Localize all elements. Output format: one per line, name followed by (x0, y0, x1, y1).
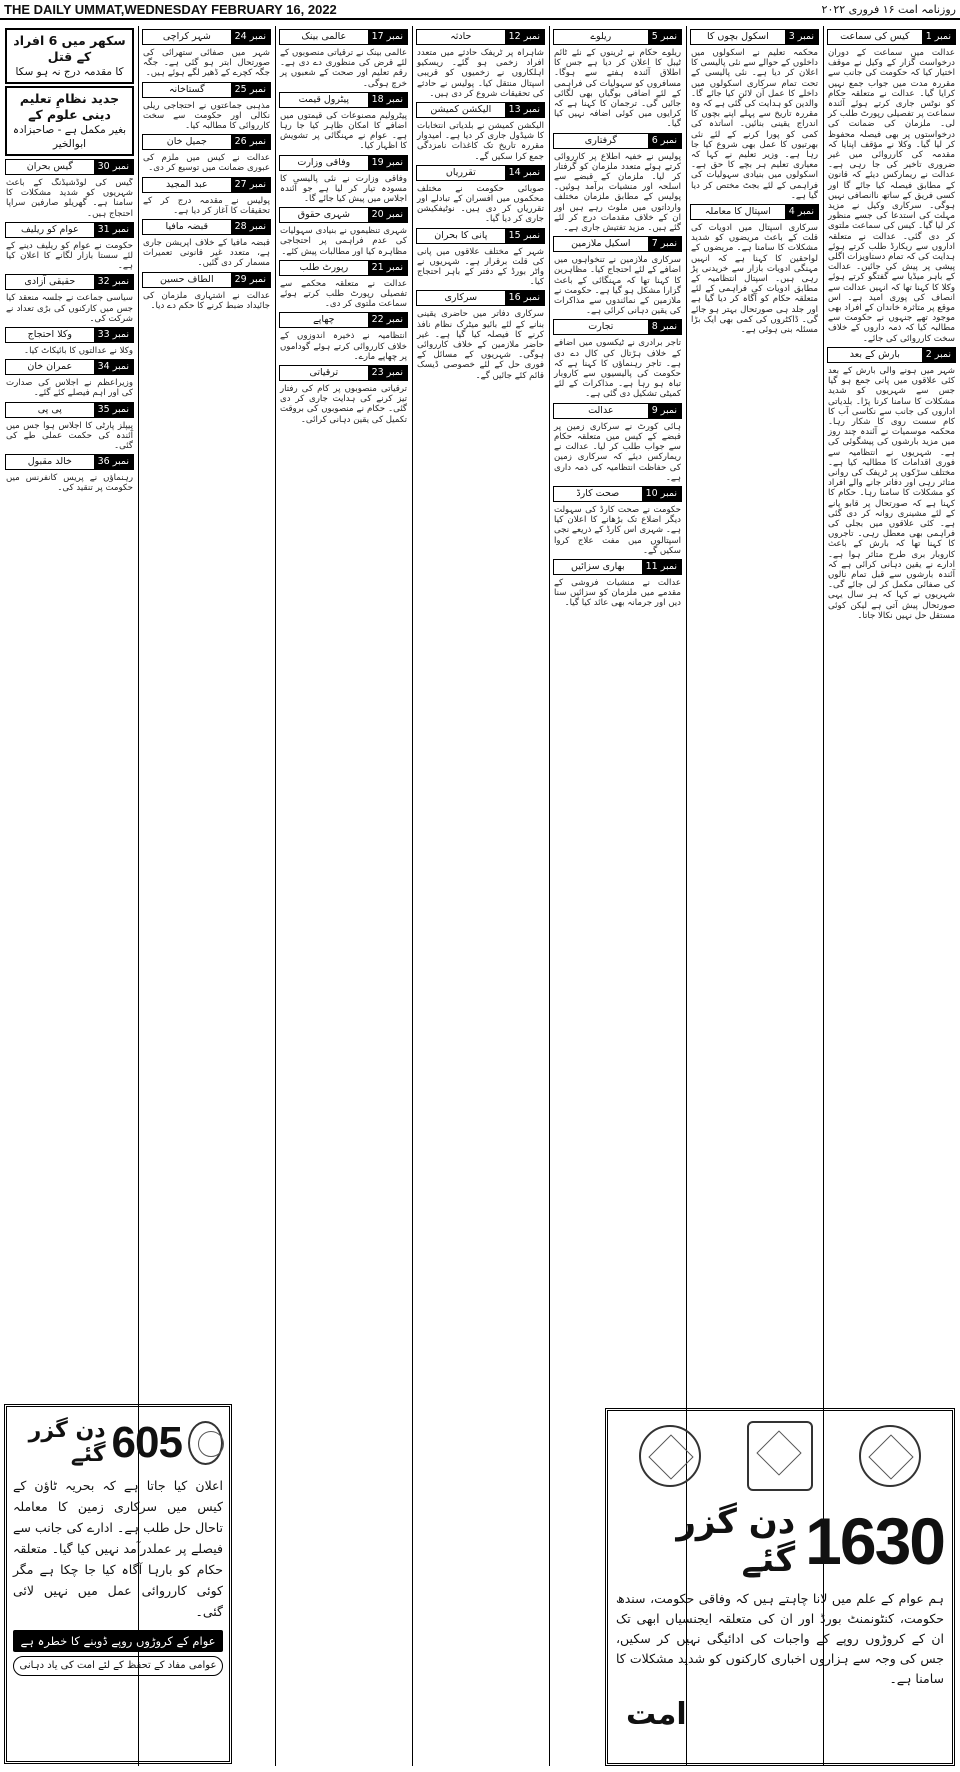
item-body-text: سرکاری اسپتال میں ادویات کی قلت کے باعث مریضوں کو شدید مشکلات کا سامنا ہے۔ مریضوں کے لواحقین کا کہنا ہے کہ انہیں مہنگی ادویات بازار سے خریدنی پڑ رہی ہیں۔ اسپتال انتظامیہ کے مطابق ادویات کی فراہمی کے لئے متعلقہ حکام کو آگاہ کر دیا گیا ہے اور جلد ہی صورتحال بہتر ہو جائے گی۔ ڈاکٹروں کی کمی بھی ایک بڑا مسئلہ بنی ہوئی ہے۔ (691, 223, 818, 336)
item-title: حقیقی آزادی (24, 276, 76, 288)
masthead-english-date: THE DAILY UMMAT,WEDNESDAY FEBRUARY 16, 2022 (4, 1, 337, 17)
item-number: نمبر 24 (231, 30, 270, 44)
item-header (416, 102, 545, 118)
item-header (416, 290, 545, 306)
item-body-text: ترقیاتی منصوبوں پر کام کی رفتار تیز کرنے کی ہدایت جاری کر دی گئی۔ حکام نے منصوبوں کی بروقت تکمیل کی یقین دہانی کرائی۔ (280, 384, 407, 425)
item-body-text: وفاقی وزارت نے نئی پالیسی کا مسودہ تیار کر لیا ہے جو آئندہ اجلاس میں پیش کیا جائے گا۔ (280, 173, 407, 205)
item-header (690, 204, 819, 220)
item-number: نمبر 32 (94, 275, 133, 289)
item-title: پانی کا بحران (434, 229, 488, 241)
item-header (416, 29, 545, 45)
item-number: نمبر 9 (648, 404, 681, 418)
masthead-urdu-date: روزنامہ امت ۱۶ فروری ۲۰۲۲ (821, 2, 956, 16)
ad-605-banner: عوام کے کروڑوں روپے ڈوبنے کا خطرہ ہے (13, 1630, 223, 1652)
news-column (414, 26, 547, 1766)
item-body-text: پیٹرولیم مصنوعات کی قیمتوں میں اضافے کا امکان ظاہر کیا جا رہا ہے۔ عوام نے مہنگائی پر تشویش کا اظہار کیا۔ (280, 110, 407, 152)
item-title: جمیل خان (166, 136, 207, 148)
item-number: نمبر 26 (231, 135, 270, 149)
item-body-text: گیس کی لوڈشیڈنگ کے باعث شہریوں کو شدید مشکلات کا سامنا ہے۔ گھریلو صارفین سراپا احتجاج ہیں۔ (6, 178, 133, 219)
emblem-icon (859, 1425, 921, 1487)
item-header (142, 177, 271, 193)
item-number: نمبر 31 (94, 223, 133, 237)
item-header (553, 319, 682, 335)
item-number: نمبر 6 (648, 134, 681, 148)
item-title: پیٹرول قیمت (298, 93, 349, 105)
item-body-text: عدالت نے کیس میں ملزم کی عبوری ضمانت میں توسیع کر دی۔ (143, 153, 270, 174)
news-column (3, 26, 136, 1426)
item-title: وکلا احتجاج (27, 329, 72, 341)
item-header (279, 260, 408, 276)
item-title: حادثہ (450, 31, 472, 42)
item-header (416, 165, 545, 181)
sub-headline: کا مقدمہ درج نہ ہو سکا (15, 66, 124, 78)
item-header (142, 29, 271, 45)
item-title: قبضہ مافیا (165, 221, 209, 233)
item-body-text: وکلا نے عدالتوں کا بائیکاٹ کیا۔ (24, 346, 133, 357)
item-title: شہر کراچی (162, 31, 211, 42)
item-title: اسکیل ملازمین (571, 238, 631, 250)
item-body-text: تاجر برادری نے ٹیکسوں میں اضافے کے خلاف ہڑتال کی کال دے دی ہے۔ تاجر رہنماؤں کا کہنا ہے کہ حکومت کی پالیسیوں سے کاروبار تباہ ہو رہا ہے۔ مذاکرات کے لئے کمیٹی تشکیل دی گئی ہے۔ (554, 338, 681, 400)
item-title: اسکول بچوں کا (706, 31, 769, 42)
item-header (5, 327, 134, 343)
ad-605-header (13, 1419, 223, 1467)
item-title: رپورٹ طلب (299, 261, 349, 273)
item-header (279, 92, 408, 108)
item-title: بھاری سزائیں (571, 560, 625, 572)
column-divider (275, 26, 276, 1766)
ad-605-days (4, 1404, 232, 1764)
item-title: کیس کی سماعت (840, 31, 910, 42)
item-header (827, 29, 956, 45)
item-number: نمبر 17 (368, 30, 407, 44)
masthead (0, 0, 960, 20)
item-body-text: عدالت نے منشیات فروشی کے مقدمے میں ملزمان کو سزائیں سنا دیں اور جرمانہ بھی عائد کیا گیا۔ (554, 577, 681, 609)
lead-headline-box (5, 28, 134, 84)
item-body-text: شاہراہ پر ٹریفک حادثے میں متعدد افراد زخمی ہو گئے۔ ریسکیو اہلکاروں نے زخمیوں کو قریبی اسپتال منتقل کیا۔ پولیس نے حادثے کی تحقیقات شروع کر دی ہیں۔ (417, 48, 544, 99)
item-header (142, 82, 271, 98)
ad-605-footer: عوامی مفاد کے تحفظ کے لئے امت کی یاد دہانی (13, 1656, 223, 1676)
item-number: نمبر 29 (231, 273, 270, 287)
sub-headline: بغیر مکمل ہے - صاحبزادہ ابوالخیر (12, 124, 127, 150)
item-number: نمبر 13 (505, 103, 544, 117)
item-number: نمبر 14 (505, 166, 544, 180)
government-emblem-icon (747, 1421, 813, 1491)
item-title: تقرریاں (445, 166, 476, 178)
item-header (553, 29, 682, 45)
item-title: شہری حقوق (297, 209, 350, 221)
item-body-text: حکومت نے عوام کو ریلیف دینے کے لئے سستا بازار لگانے کا اعلان کیا ہے۔ (6, 240, 133, 272)
item-title: گستاخانہ (168, 83, 205, 95)
item-body-text: ہائی کورٹ نے سرکاری زمین پر قبضے کے کیس میں متعلقہ حکام سے جواب طلب کر لیا۔ عدالت نے ریمارکس دیئے کہ سرکاری زمین کی حفاظت انتظامیہ کی ذمہ داری ہے۔ (554, 421, 681, 483)
item-title: الیکشن کمیشن (430, 104, 492, 116)
item-title: چھاپے (313, 314, 335, 326)
item-body-text: ریلوے حکام نے ٹرینوں کے نئے ٹائم ٹیبل کا اعلان کر دیا ہے جس کا اطلاق آئندہ ہفتے سے ہوگا۔ مسافروں کو سہولیات کی فراہمی کے لئے اضافی بوگیاں بھی لگائی جائیں گی۔ ترجمان کا کہنا ہے کہ کرایوں میں کوئی اضافہ نہیں کیا گیا۔ (554, 48, 681, 130)
item-body-text: قبضہ مافیا کے خلاف آپریشن جاری ہے، متعدد غیر قانونی تعمیرات مسمار کر دی گئیں۔ (143, 238, 270, 269)
item-header (5, 159, 134, 175)
item-body-text: شہری تنظیموں نے بنیادی سہولیات کی عدم فراہمی پر احتجاجی مظاہرہ کیا اور مطالبات پیش کئے۔ (280, 226, 407, 257)
ad-1630-header (616, 1503, 944, 1579)
item-number: نمبر 30 (94, 160, 133, 174)
ad-1630-days-count: 1630 (805, 1504, 944, 1578)
second-headline-box (5, 86, 134, 156)
item-number: نمبر 7 (648, 237, 681, 251)
item-body-text: الیکشن کمیشن نے بلدیاتی انتخابات کا شیڈول جاری کر دیا ہے۔ امیدوار مقررہ تاریخ تک کاغذات نامزدگی جمع کرا سکیں گے۔ (417, 121, 544, 162)
item-header (142, 272, 271, 288)
item-number: نمبر 21 (368, 261, 407, 275)
item-number: نمبر 34 (94, 360, 133, 374)
ad-1630-signature: امت (626, 1697, 687, 1732)
item-number: نمبر 2 (922, 348, 955, 362)
item-number: نمبر 23 (368, 366, 407, 380)
item-body-text: پیپلز پارٹی کا اجلاس ہوا جس میں آئندہ کی حکمت عملی طے کی گئی۔ (6, 420, 133, 452)
item-title: عمران خان (27, 361, 73, 373)
item-title: تجارت (588, 321, 614, 333)
item-number: نمبر 11 (642, 560, 681, 574)
item-body-text: رہنماؤں نے پریس کانفرنس میں حکومت پر تنقید کی۔ (6, 473, 133, 494)
item-title: صحت کارڈ (576, 487, 620, 499)
emblem-icon (639, 1425, 701, 1487)
item-number: نمبر 8 (648, 320, 681, 334)
item-body-text: مذہبی جماعتوں نے احتجاجی ریلی نکالی اور حکومت سے سخت کارروائی کا مطالبہ کیا۔ (143, 100, 270, 132)
ad-1630-body: ہم عوام کے علم میں لانا چاہتے ہیں کہ وفاقی حکومت، سندھ حکومت، کنٹونمنٹ بورڈ اور ان کی متعلقہ ایجنسیاں ابھی تک ان کے کروڑوں روپے کے واجبات کی ادائیگی نہیں کر سکیں، جس کی وجہ سے ہزاروں اخباری کارکنوں کو شدید مشکلات کا سامنا ہے۔ (616, 1591, 944, 1686)
item-title: سرکاری (444, 292, 478, 304)
item-header (5, 359, 134, 375)
ad-1630-emblems (616, 1419, 944, 1493)
item-number: نمبر 28 (231, 220, 270, 234)
item-number: نمبر 15 (505, 229, 544, 243)
item-header (279, 365, 408, 381)
item-header (553, 486, 682, 502)
item-header (553, 133, 682, 149)
item-number: نمبر 35 (94, 403, 133, 417)
item-title: عبد المجید (166, 178, 208, 190)
news-column (140, 26, 273, 1426)
item-header (827, 347, 956, 363)
item-title: عالمی بینک (301, 31, 347, 42)
item-body-text: عدالت نے اشتہاری ملزمان کی جائیداد ضبط کرنے کا حکم دے دیا۔ (143, 290, 270, 311)
item-body-text: پولیس نے خفیہ اطلاع پر کارروائی کرتے ہوئے متعدد ملزمان کو گرفتار کر لیا۔ ملزمان کے قبضے سے اسلحہ اور منشیات برآمد ہوئیں۔ پولیس کے مطابق ملزمان مختلف وارداتوں میں ملوث رہے ہیں اور ان کے خلاف مقدمات درج کر لئے گئے ہیں۔ مزید تفتیش جاری ہے۔ (554, 151, 681, 234)
item-number: نمبر 12 (505, 30, 544, 44)
news-column (825, 26, 958, 1404)
item-body-text: عدالت نے متعلقہ محکمے سے تفصیلی رپورٹ طلب کرتے ہوئے سماعت ملتوی کر دی۔ (280, 278, 407, 310)
ad-1630-days (605, 1408, 955, 1766)
headline: سکھر میں 6 افراد کے قتل (13, 33, 126, 64)
item-header (5, 274, 134, 290)
item-title: گیس بحران (26, 161, 73, 172)
item-body-text: سرکاری دفاتر میں حاضری یقینی بنانے کے لئے بائیو میٹرک نظام نافذ کرنے کا فیصلہ کیا گیا ہے۔ غیر حاضر ملازمین کے خلاف کارروائی ہوگی۔ شہریوں کے مسائل کے فوری حل کے لئے خصوصی ڈیسک قائم کئے جائیں گے۔ (417, 309, 544, 381)
item-body-text: وزیراعظم نے اجلاس کی صدارت کی اور اہم فیصلے کئے گئے۔ (6, 378, 133, 399)
item-number: نمبر 22 (368, 313, 407, 327)
item-title: عوام کو ریلیف (20, 223, 79, 235)
item-number: نمبر 36 (94, 455, 133, 469)
item-body-text: عدالت میں سماعت کے دوران درخواست گزار کے وکیل نے موقف اختیار کیا کہ حکومت کی جانب سے مقررہ مدت میں جواب جمع نہیں کرایا گیا۔ عدالت نے متعلقہ حکام کو نوٹس جاری کرتے ہوئے آئندہ سماعت پر تفصیلی رپورٹ طلب کر لی۔ ملزمان کی ضمانت کی درخواستوں پر بھی فیصلہ محفوظ کر لیا گیا۔ وکلا نے مؤقف اپنایا کہ مقدمہ کی کارروائی میں غیر ضروری تاخیر کی جا رہی ہے۔ عدالت نے ریمارکس دیئے کہ قانون کے مطابق فیصلہ کیا جائے گا اور کسی فریق کے ساتھ ناانصافی نہیں ہوگی۔ سرکاری وکیل نے مزید مہلت کی استدعا کی جسے منظور کر لیا گیا۔ کیس کی سماعت ملتوی کر دی گئی۔ عدالت نے متعلقہ اداروں سے ریکارڈ طلب کرتے ہوئے ہدایت کی کہ تمام دستاویزات اگلی پیشی پر پیش کی جائیں۔ عدالت کے باہر میڈیا سے گفتگو کرتے ہوئے وکلا کا کہنا تھا کہ انہیں عدالت سے انصاف کی پوری امید ہے۔ اس موقع پر متاثرہ خاندان کے افراد بھی موجود تھے جنہوں نے حکومت سے مطالبہ کیا کہ ذمہ داروں کے خلاف سخت کارروائی کی جائے۔ (828, 48, 955, 344)
item-number: نمبر 33 (94, 328, 133, 342)
headline: جدید نظامِ تعلیم دینی علوم کے (19, 91, 120, 122)
news-column (277, 26, 410, 1426)
item-title: الطاف حسین (160, 273, 214, 285)
ad-605-body: اعلان کیا جاتا ہے کہ بحریہ ٹاؤن کے کیس میں سرکاری زمین کا معاملہ تاحال حل طلب ہے۔ ادارے کی جانب سے فیصلے پر عملدرآمد نہیں کیا گیا۔ متعلقہ حکام کو بارہا آگاہ کیا جا چکا ہے مگر کوئی کارروائی عمل میں نہیں لائی گئی۔ (13, 1478, 223, 1619)
item-body-text: سرکاری ملازمین نے تنخواہوں میں اضافے کے لئے احتجاج کیا۔ مظاہرین کا کہنا تھا کہ مہنگائی کے باعث گزارا مشکل ہو گیا ہے۔ حکومت نے ملازمین کے نمائندوں سے مذاکرات کی یقین دہانی کرائی ہے۔ (554, 255, 681, 317)
item-body-text: شہر میں ہونے والی بارش کے بعد کئی علاقوں میں پانی جمع ہو گیا جس سے شہریوں کو شدید مشکلات کا سامنا کرنا پڑا۔ بلدیاتی اداروں کی جانب سے نکاسی آب کا کام سست روی کا شکار رہا۔ محکمہ موسمیات نے آئندہ چند روز میں مزید بارشوں کی پیشگوئی کی ہے۔ شہریوں نے انتظامیہ سے فوری اقدامات کا مطالبہ کیا ہے۔ مختلف سڑکوں پر ٹریفک کی روانی متاثر رہی اور دفاتر جانے والے افراد کو مشکلات کا سامنا رہا۔ حکام کا کہنا ہے کہ صورتحال پر قابو پانے کے لئے مشینری روانہ کر دی گئی ہے۔ کئی علاقوں میں بجلی کی فراہمی بھی معطل رہی۔ تاجروں کا کہنا تھا کہ بارش کے باعث کاروبار بری طرح متاثر ہوا ہے۔ ادارے نے یقین دہانی کرائی ہے کہ آئندہ بارشوں سے قبل تمام نالوں کی صفائی مکمل کر لی جائے گی۔ شہریوں نے کہا کہ ہر سال یہی صورتحال پیش آتی ہے لیکن کوئی مستقل حل نہیں نکالا جاتا۔ (828, 365, 955, 621)
item-title: ترقیاتی (309, 367, 339, 379)
item-header (416, 228, 545, 244)
news-column (688, 26, 821, 1404)
item-header (279, 312, 408, 328)
item-number: نمبر 3 (785, 30, 818, 44)
item-header (690, 29, 819, 45)
item-number: نمبر 19 (368, 156, 407, 170)
item-header (279, 29, 408, 45)
item-number: نمبر 5 (648, 30, 681, 44)
item-number: نمبر 4 (785, 205, 818, 219)
item-title: پی پی (37, 403, 62, 415)
item-header (553, 236, 682, 252)
item-body-text: سیاسی جماعت نے جلسہ منعقد کیا جس میں کارکنوں کی بڑی تعداد نے شرکت کی۔ (6, 293, 133, 324)
item-header (553, 403, 682, 419)
item-title: گرفتاری (584, 134, 617, 146)
column-divider (412, 26, 413, 1766)
item-body-text: شہر کے مختلف علاقوں میں پانی کی قلت برقرار ہے۔ شہریوں نے واٹر بورڈ کے دفتر کے باہر احتجاج کیا۔ (417, 246, 544, 288)
item-header (279, 155, 408, 171)
item-number: نمبر 27 (231, 178, 270, 192)
item-header (5, 222, 134, 238)
item-number: نمبر 16 (505, 291, 544, 305)
item-number: نمبر 25 (231, 83, 270, 97)
item-title: ریلوے (590, 31, 612, 42)
item-number: نمبر 18 (368, 93, 407, 107)
item-title: وفاقی وزارت (297, 156, 351, 168)
ad-605-label: دن گزر گئے (28, 1418, 106, 1467)
item-title: اسپتال کا معاملہ (704, 206, 771, 218)
item-header (142, 219, 271, 235)
item-header (5, 454, 134, 470)
item-header (5, 402, 134, 418)
item-title: عدالت (588, 404, 614, 416)
ad-605-days-count: 605 (111, 1418, 182, 1467)
item-body-text: پولیس نے مقدمہ درج کر کے تحقیقات کا آغاز کر دیا ہے۔ (143, 195, 270, 216)
item-header (279, 207, 408, 223)
item-header (553, 559, 682, 575)
item-title: خالد مقبول (27, 456, 72, 468)
item-number: نمبر 10 (642, 487, 681, 501)
item-body-text: حکومت نے صحت کارڈ کی سہولت دیگر اضلاع تک بڑھانے کا اعلان کیا ہے۔ شہری اس کارڈ کے ذریعے نجی اسپتالوں میں مفت علاج کروا سکیں گے۔ (554, 504, 681, 556)
item-body-text: صوبائی حکومت نے مختلف محکموں میں افسران کے تبادلے اور تقرریاں کر دی ہیں۔ نوٹیفکیشن جاری کر دیا گیا۔ (417, 183, 544, 225)
ad-1630-label: دن گزر گئے (676, 1502, 796, 1580)
item-body-text: انتظامیہ نے ذخیرہ اندوزوں کے خلاف کارروائی کرتے ہوئے گوداموں پر چھاپے مارے۔ (280, 331, 407, 362)
column-divider (549, 26, 550, 1766)
item-number: نمبر 20 (368, 208, 407, 222)
item-body-text: شہر میں صفائی ستھرائی کی صورتحال ابتر ہو گئی ہے۔ جگہ جگہ کچرے کے ڈھیر لگے ہوئے ہیں۔ (143, 48, 270, 79)
item-header (142, 134, 271, 150)
emblem-icon (188, 1421, 223, 1465)
item-body-text: محکمہ تعلیم نے اسکولوں میں داخلوں کے حوالے سے نئی پالیسی کا اعلان کر دیا ہے۔ نئی پالیسی کے تحت تمام سرکاری اسکولوں میں داخلے کا عمل آن لائن کیا جائے گا۔ والدین کو ہدایت کی گئی ہے کہ وہ مقررہ تاریخ سے پہلے اپنے بچوں کا اندراج یقینی بنائیں۔ اساتذہ کی کمی کو پورا کرنے کے لئے نئی بھرتیوں کا عمل بھی شروع کیا جا رہا ہے۔ وزیر تعلیم نے کہا کہ معیاری تعلیم ہر بچے کا حق ہے۔ اسکولوں میں بنیادی سہولیات کی فراہمی کے لئے بجٹ مختص کر دیا گیا ہے۔ (691, 48, 818, 201)
item-body-text: عالمی بینک نے ترقیاتی منصوبوں کے لئے قرض کی منظوری دے دی ہے۔ رقم تعلیم اور صحت کے شعبوں پر خرچ ہوگی۔ (280, 48, 407, 89)
item-number: نمبر 1 (922, 30, 955, 44)
item-title: بارش کے بعد (849, 348, 900, 360)
